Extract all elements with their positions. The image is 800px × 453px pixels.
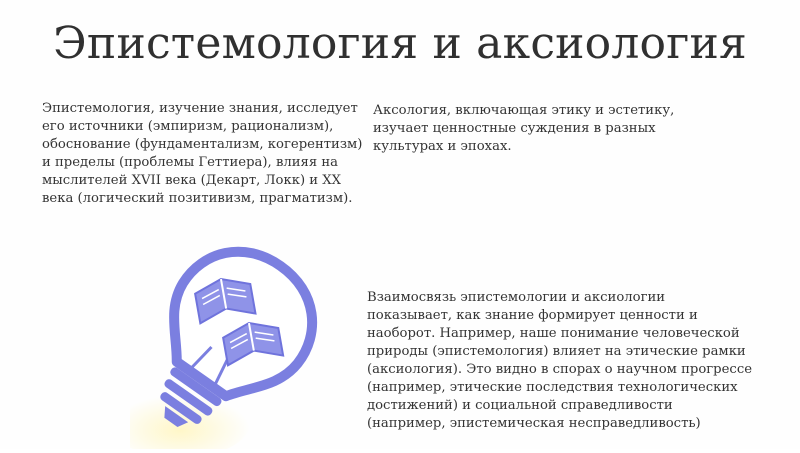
lightbulb-book-icon [130,238,330,449]
axiology-paragraph: Аксология, включающая этику и эстетику, изучает ценностные суждения в разных культурах и эпохах. [373,103,675,154]
epistemology-paragraph: Эпистемология, изучение знания, исследует его источники (эмпиризм, рационализм), обоснование (фундаментализм, когерентизм) и пределы (проблемы Геттиера), влияя на мыслителей XVII века (Декарт, Локк) и XX века (логический позитивизм, прагматизм). [42,101,363,206]
relation-paragraph: Взаимосвязь эпистемологии и аксиологии показывает, как знание формирует ценности и наоборот. Например, наше понимание человеческой природы (эпистемология) влияет на этические рамки (аксиология). Это видно в спорах о научном прогрессе (например, этические последствия технологических достижений) и социальной справедливости (например, эпистемическая несправедливость) [367,290,753,431]
slide-title: Эпистемология и аксиология [53,18,747,69]
